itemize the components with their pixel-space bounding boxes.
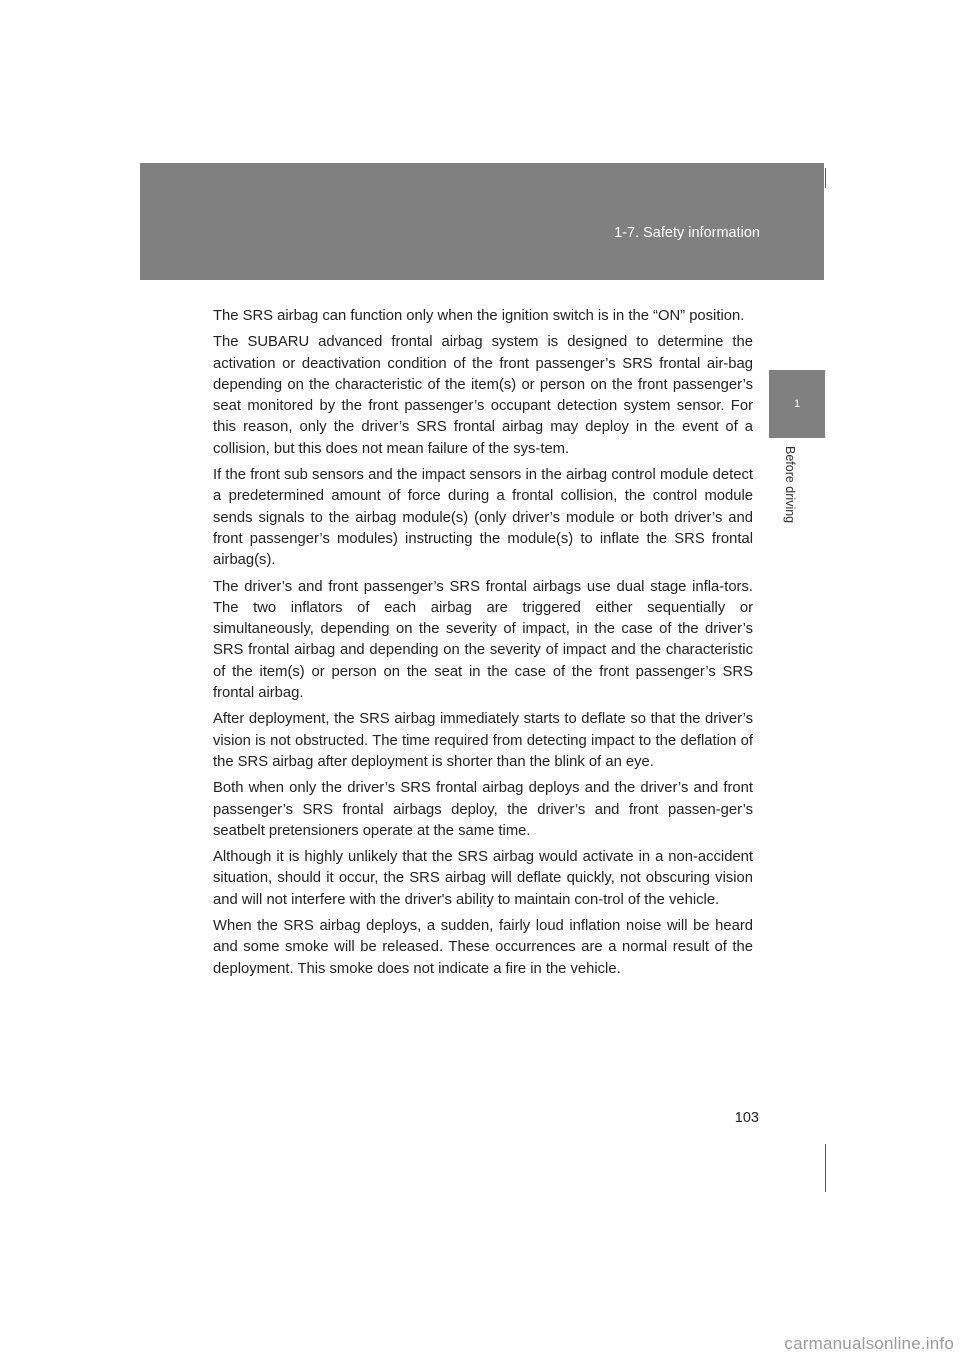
header-band xyxy=(140,163,824,280)
paragraph: After deployment, the SRS airbag immediately starts to deflate so that the driver’s vision is not obstructed. The time required from detecting impact to the deflation of the SRS airbag after deployment is shorter than the blink of an eye. xyxy=(213,711,753,770)
chapter-tab xyxy=(769,370,825,438)
section-title: 1-7. Safety information xyxy=(614,225,760,241)
crop-mark-top xyxy=(825,168,826,188)
chapter-label-strip xyxy=(769,438,825,596)
paragraph: The SUBARU advanced frontal airbag system is designed to determine the activation or deactivation condition of the front passenger’s SRS frontal air-bag depending on the characteristic of the item(s) or person on the front passenger’s seat monitored by the front passenger’s occupant detection system sensor. For this reason, only the driver’s SRS frontal airbag may deploy in the event of a collision, but this does not mean failure of the sys-tem. xyxy=(213,334,753,457)
paragraph: The driver’s and front passenger’s SRS frontal airbags use dual stage infla-tors. The two inflators of each airbag are triggered either sequentially or simultaneously, depending on the severity of impact, in the case of the driver’s SRS frontal airbag and depending on the severity of impact and the characteristic of the item(s) or person on the seat in the case of the front passenger’s SRS frontal airbag. xyxy=(213,578,753,702)
crop-mark-bottom xyxy=(825,1144,826,1192)
paragraph: Although it is highly unlikely that the SRS airbag would activate in a non-accident situation, should it occur, the SRS airbag will deflate quickly, not obscuring vision and will not interfere with the driver's ability to maintain con-trol of the vehicle. xyxy=(213,849,753,908)
watermark: carmanualsonline.info xyxy=(784,1334,954,1353)
body-text xyxy=(213,306,753,985)
paragraph: If the front sub sensors and the impact sensors in the airbag control module detect a predetermined amount of force during a frontal collision, the control module sends signals to the airbag module(s) (only driver’s module or both driver’s and front passenger’s modules) instructing the module(s) to inflate the SRS frontal airbag(s). xyxy=(213,467,753,569)
paragraph: The SRS airbag can function only when the ignition switch is in the “ON” position. xyxy=(213,308,745,324)
chapter-label: Before driving xyxy=(783,446,797,524)
chapter-number: 1 xyxy=(793,398,801,410)
paragraph: When the SRS airbag deploys, a sudden, fairly loud inflation noise will be heard and some smoke will be released. These occurrences are a normal result of the deployment. This smoke does not indicate a fire in the vehicle. xyxy=(213,918,753,977)
page-number: 103 xyxy=(734,1110,759,1126)
paragraph: Both when only the driver’s SRS frontal airbag deploys and the driver’s and front passenger’s SRS frontal airbags deploy, the driver’s and front passen-ger’s seatbelt pretensioners operate at the same time. xyxy=(213,780,753,839)
